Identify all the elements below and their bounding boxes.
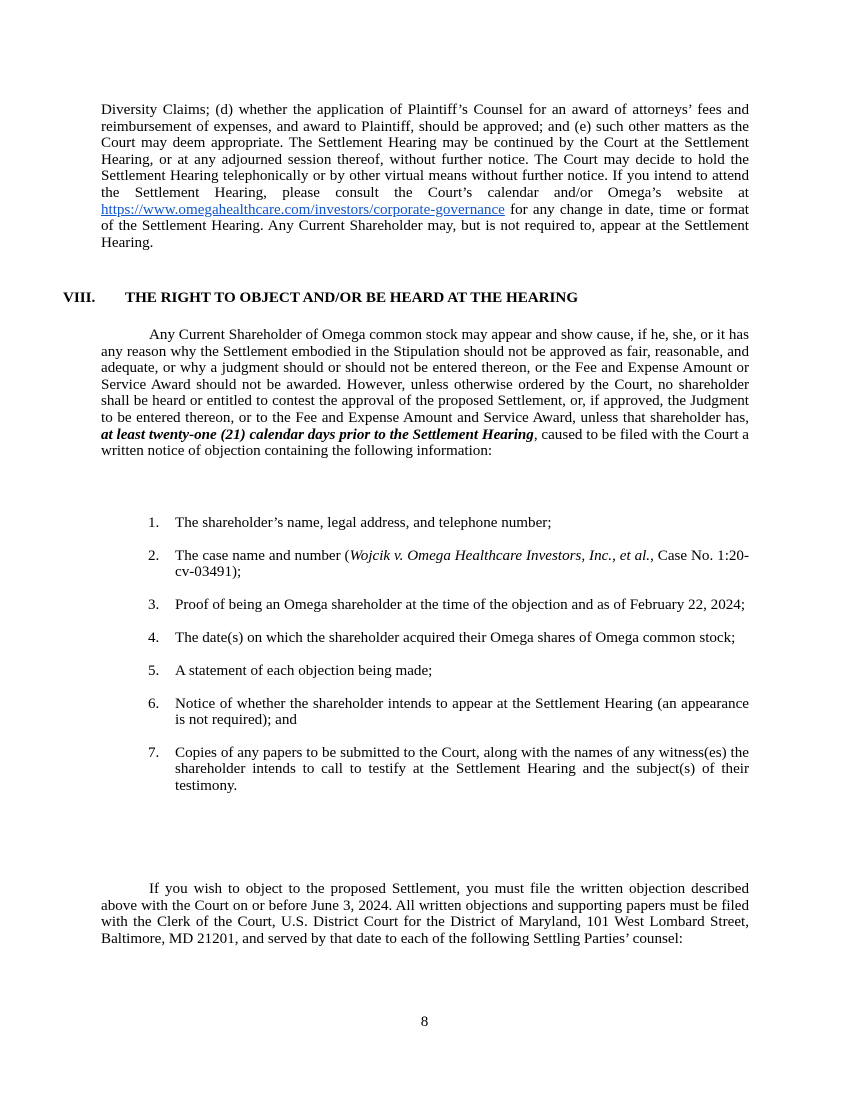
list-item-number: 3. — [148, 597, 160, 614]
list-item-number: 2. — [148, 547, 160, 564]
list-item-text-after-italic: , Case No. 1:20-cv-03491); — [175, 547, 750, 581]
intro-paragraph — [101, 102, 749, 251]
list-item-number: 1. — [148, 515, 160, 531]
list-item-text: Copies of any papers to be submitted to the Court, along with the names of any witness(es) the shareholder intends to call to testify at the Settlement Hearing and the subject(s) of their testimony. — [175, 744, 749, 795]
list-item-text: The date(s) on which the shareholder acquired their Omega shares of Omega common stock; — [175, 629, 736, 646]
list-item-number: 6. — [148, 695, 160, 712]
list-item — [148, 548, 749, 581]
list-item-text: Notice of whether the shareholder intends to appear at the Settlement Hearing (an appearance is not required); and — [175, 695, 749, 729]
list-item-text: The shareholder’s name, legal address, and telephone number; — [175, 515, 552, 531]
list-item — [148, 663, 749, 680]
list-item — [148, 515, 749, 532]
omega-governance-link[interactable]: https://www.omegahealthcare.com/investors/corporate-governance — [101, 201, 505, 218]
objection-deadline-emphasis: at least twenty-one (21) calendar days prior to the Settlement Hearing — [101, 426, 534, 443]
section-number: VIII. — [63, 290, 96, 306]
list-item-text-before-italic: The case name and number ( — [175, 547, 350, 564]
intro-text-before-link: Diversity Claims; (d) whether the application of Plaintiff’s Counsel for an award of attorneys’ fees and reimbursement of expenses, and award to Plaintiff, should be approved; and (e) such other matters as the Court may deem appropriate. The Settlement Hearing may be continued by the Court at the Settlement Hearing, or at any adjourned session thereof, without further notice. The Court may decide to hold the Settlement Hearing telephonically or by other virtual means without further notice. If you intend to attend the Settlement Hearing, please consult the Court’s calendar and/or Omega’s website at — [101, 102, 749, 201]
section-title: THE RIGHT TO OBJECT AND/OR BE HEARD AT THE HEARING — [125, 290, 579, 306]
list-item — [148, 597, 749, 614]
intro-text-after-link: for any change in date, time or format of the Settlement Hearing. Any Current Shareholder may, but is not required to, appear at the Settlement Hearing. — [101, 201, 749, 251]
objection-text-before-emphasis: Any Current Shareholder of Omega common stock may appear and show cause, if he, she, or it has any reason why the Settlement embodied in the Stipulation should not be approved as fair, reasonable, and adequate, or why a judgment should or should not be entered thereon, or the Fee and Expense Amount or Service Award should not be awarded. However, unless otherwise ordered by the Court, no shareholder shall be heard or entitled to contest the approval of the proposed Settlement, or, if approved, the Judgment to be entered thereon, or to the Fee and Expense Amount and Service Award, unless that shareholder has, — [101, 327, 749, 426]
list-item — [148, 696, 749, 729]
case-name: Wojcik v. Omega Healthcare Investors, Inc., et al. — [349, 547, 651, 564]
list-item-number: 4. — [148, 629, 160, 646]
objection-requirements-list — [148, 515, 749, 811]
list-item-text: Proof of being an Omega shareholder at the time of the objection and as of February 22, 2024; — [175, 597, 746, 614]
objection-text-after-emphasis: , caused to be filed with the Court a written notice of objection containing the following information: — [101, 426, 750, 460]
section-heading — [63, 290, 578, 307]
list-item — [148, 630, 749, 647]
list-item-text: A statement of each objection being made; — [175, 662, 433, 679]
list-item-number: 5. — [148, 662, 160, 679]
objection-paragraph — [101, 327, 749, 460]
list-item-number: 7. — [148, 744, 160, 761]
page-number: 8 — [420, 1014, 429, 1030]
list-item — [148, 745, 749, 795]
closing-paragraph: If you wish to object to the proposed Settlement, you must file the written objection described above with the Court on or before June 3, 2024. All written objections and supporting papers must be filed with the Clerk of the Court, U.S. District Court for the District of Maryland, 101 West Lombard Street, Baltimore, MD 21201, and served by that date to each of the following Settling Parties’ counsel: — [101, 881, 749, 947]
